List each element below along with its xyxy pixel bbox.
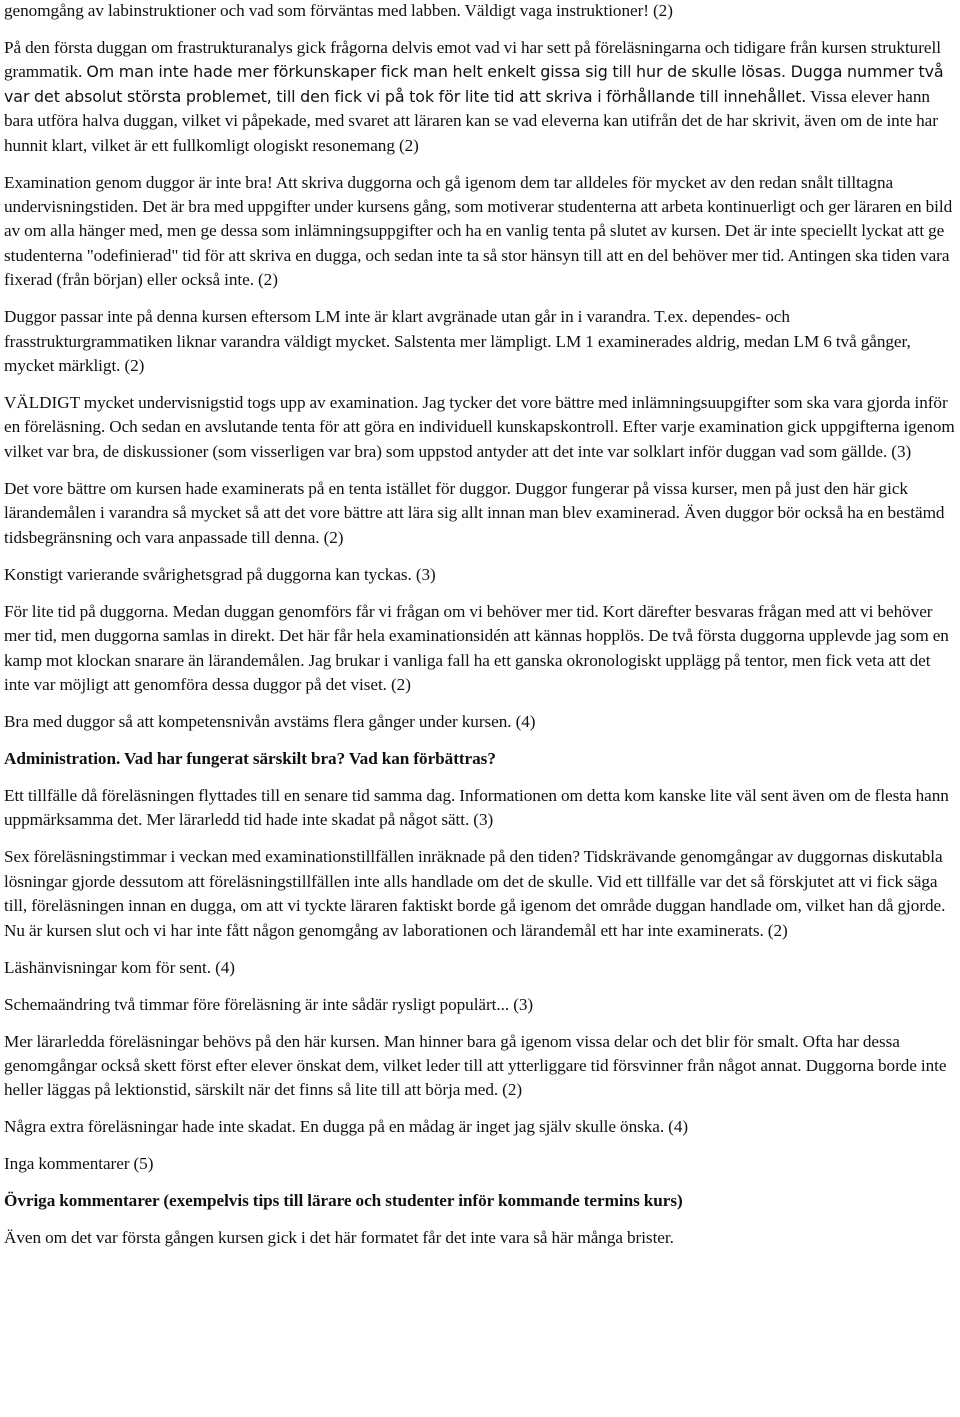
text-paragraph: Ett tillfälle då föreläsningen flyttades till en senare tid samma dag. Informationen om detta kom kanske lite väl sent även om de flesta hann uppmärksamma det. Mer lärarledd tid hade inte skadat på något sätt. (3)	[4, 785, 949, 830]
text-paragraph: Bra med duggor så att kompetensnivån avstäms flera gånger under kursen. (4)	[4, 711, 536, 731]
text-span: Om man inte hade mer förkunskaper fick man helt enkelt gissa sig till hur de skulle lösas. Dugga nummer två var det absolut största problemet, till den fick vi på tok för lite tid att skriva i förhållande till innehållet.	[4, 62, 944, 106]
text-paragraph: För lite tid på duggorna. Medan duggan genomförs får vi frågan om vi behöver mer tid. Kort därefter besvaras frågan med att vi behöver mer tid, men duggorna samlas in direkt. Det här får hela examinationsidén att kännas hopplös. De två första duggorna upplevde jag som en kamp mot klockan snarare än lärandemålen. Jag brukar i vanliga fall ha ett ganska okronologiskt upplägg på tentor, men fick veta att det inte var möjligt att genomföra dessa duggor på det viset. (2)	[4, 601, 949, 694]
text-paragraph: Examination genom duggor är inte bra! Att skriva duggorna och gå igenom dem tar alldeles för mycket av den redan snålt tilltagna undervisningstiden. Det är bra med uppgifter under kursens gång, som motiverar studenterna att arbeta kontinuerligt och ger läraren en bild av om alla hänger med, men ge dessa som inlämningsuppgifter och ha en vanlig tenta på slutet av kursen. Det är inte speciellt lyckat att ge studenterna "odefinierad" tid för att skriva en dugga, och sedan inte ta så stor hänsyn till att en del behöver mer tid. Antingen ska tiden vara fixerad (från början) eller också inte. (2)	[4, 172, 953, 290]
text-paragraph: Även om det var första gången kursen gick i det här formatet får det inte vara så här många brister.	[4, 1228, 674, 1248]
text-paragraph: Läshänvisningar kom för sent. (4)	[4, 957, 235, 977]
text-paragraph: Mer lärarledda föreläsningar behövs på den här kursen. Man hinner bara gå igenom vissa delar och det blir för smalt. Ofta har dessa genomgångar också skett först efter elever önskat dem, vilket leder till att ytterliggare tid försvinner från något annat. Duggorna borde inte heller läggas på lektionstid, särskilt när det finns så lite till att börja med. (2)	[4, 1031, 947, 1100]
section-heading: Administration. Vad har fungerat särskilt bra? Vad kan förbättras?	[4, 748, 496, 768]
text-paragraph: Duggor passar inte på denna kursen eftersom LM inte är klart avgränade utan går in i varandra. T.ex. dependes- och frasstrukturgrammatiken liknar varandra väldigt mycket. Salstenta mer lämpligt. LM 1 examinerades aldrig, medan LM 6 två gånger, mycket märkligt. (2)	[4, 307, 911, 376]
section-heading: Övriga kommentarer (exempelvis tips till lärare och studenter inför kommande termins kurs)	[4, 1191, 683, 1211]
text-paragraph	[4, 36, 958, 158]
text-paragraph: Sex föreläsningstimmar i veckan med examinationstillfällen inräknade på den tiden? Tidskrävande genomgångar av duggornas diskutabla lösningar gjorde dessutom att föreläsningstillfällen inte alls handlade om det de skulle. Vid ett tillfälle var det så förskjutet att vi fick säga till, föreläsningen innan en dugga, om att vi tyckte läraren faktiskt borde gå igenom det område duggan handlade om, vilket han då gjorde. Nu är kursen slut och vi har inte fått någon genomgång av laborationen och lärandemål ett har inte examinerats. (2)	[4, 847, 946, 940]
text-paragraph: Det vore bättre om kursen hade examinerats på en tenta istället för duggor. Duggor fungerar på vissa kurser, men på just den här gick lärandemålen i varandra så mycket så att det vore bättre att lära sig allt innan man blev examinerad. Även duggor bör också ha en bestämd tidsbegränsning och vara anpassade till denna. (2)	[4, 478, 945, 547]
text-paragraph: Schemaändring två timmar före föreläsning är inte sådär rysligt populärt... (3)	[4, 994, 534, 1014]
text-span: Vissa elever hann bara utföra halva duggan, vilket vi påpekade, med svaret att läraren kan se vad eleverna kan utifrån det de har skrivit, även om de inte har hunnit klart, vilket är ett fullkomligt ologiskt resonemang (2)	[4, 86, 938, 155]
text-paragraph: Inga kommentarer (5)	[4, 1154, 154, 1174]
text-paragraph: Konstigt varierande svårighetsgrad på duggorna kan tyckas. (3)	[4, 564, 436, 584]
text-paragraph: VÄLDIGT mycket undervisnigstid togs upp av examination. Jag tycker det vore bättre med inlämningsuupgifter som ska vara gjorda inför en föreläsning. Och sedan en avslutande tenta för att göra en individuell kunskapskontroll. Efter varje examination gick uppgifterna igenom vilket var bra, de diskussioner (som visserligen var bra) som uppstod antyder att det inte var solklart inför duggan vad som gällde. (3)	[4, 393, 955, 461]
text-span: På den första duggan om frastrukturanalys gick frågorna delvis emot vad vi har sett på föreläsningarna och tidigare från kursen strukturell grammatik.	[4, 38, 941, 82]
document-body	[4, 0, 958, 1251]
text-paragraph: Några extra föreläsningar hade inte skadat. En dugga på en mådag är inget jag själv skulle önska. (4)	[4, 1117, 689, 1137]
text-paragraph: genomgång av labinstruktioner och vad som förväntas med labben. Väldigt vaga instruktioner! (2)	[4, 1, 673, 20]
